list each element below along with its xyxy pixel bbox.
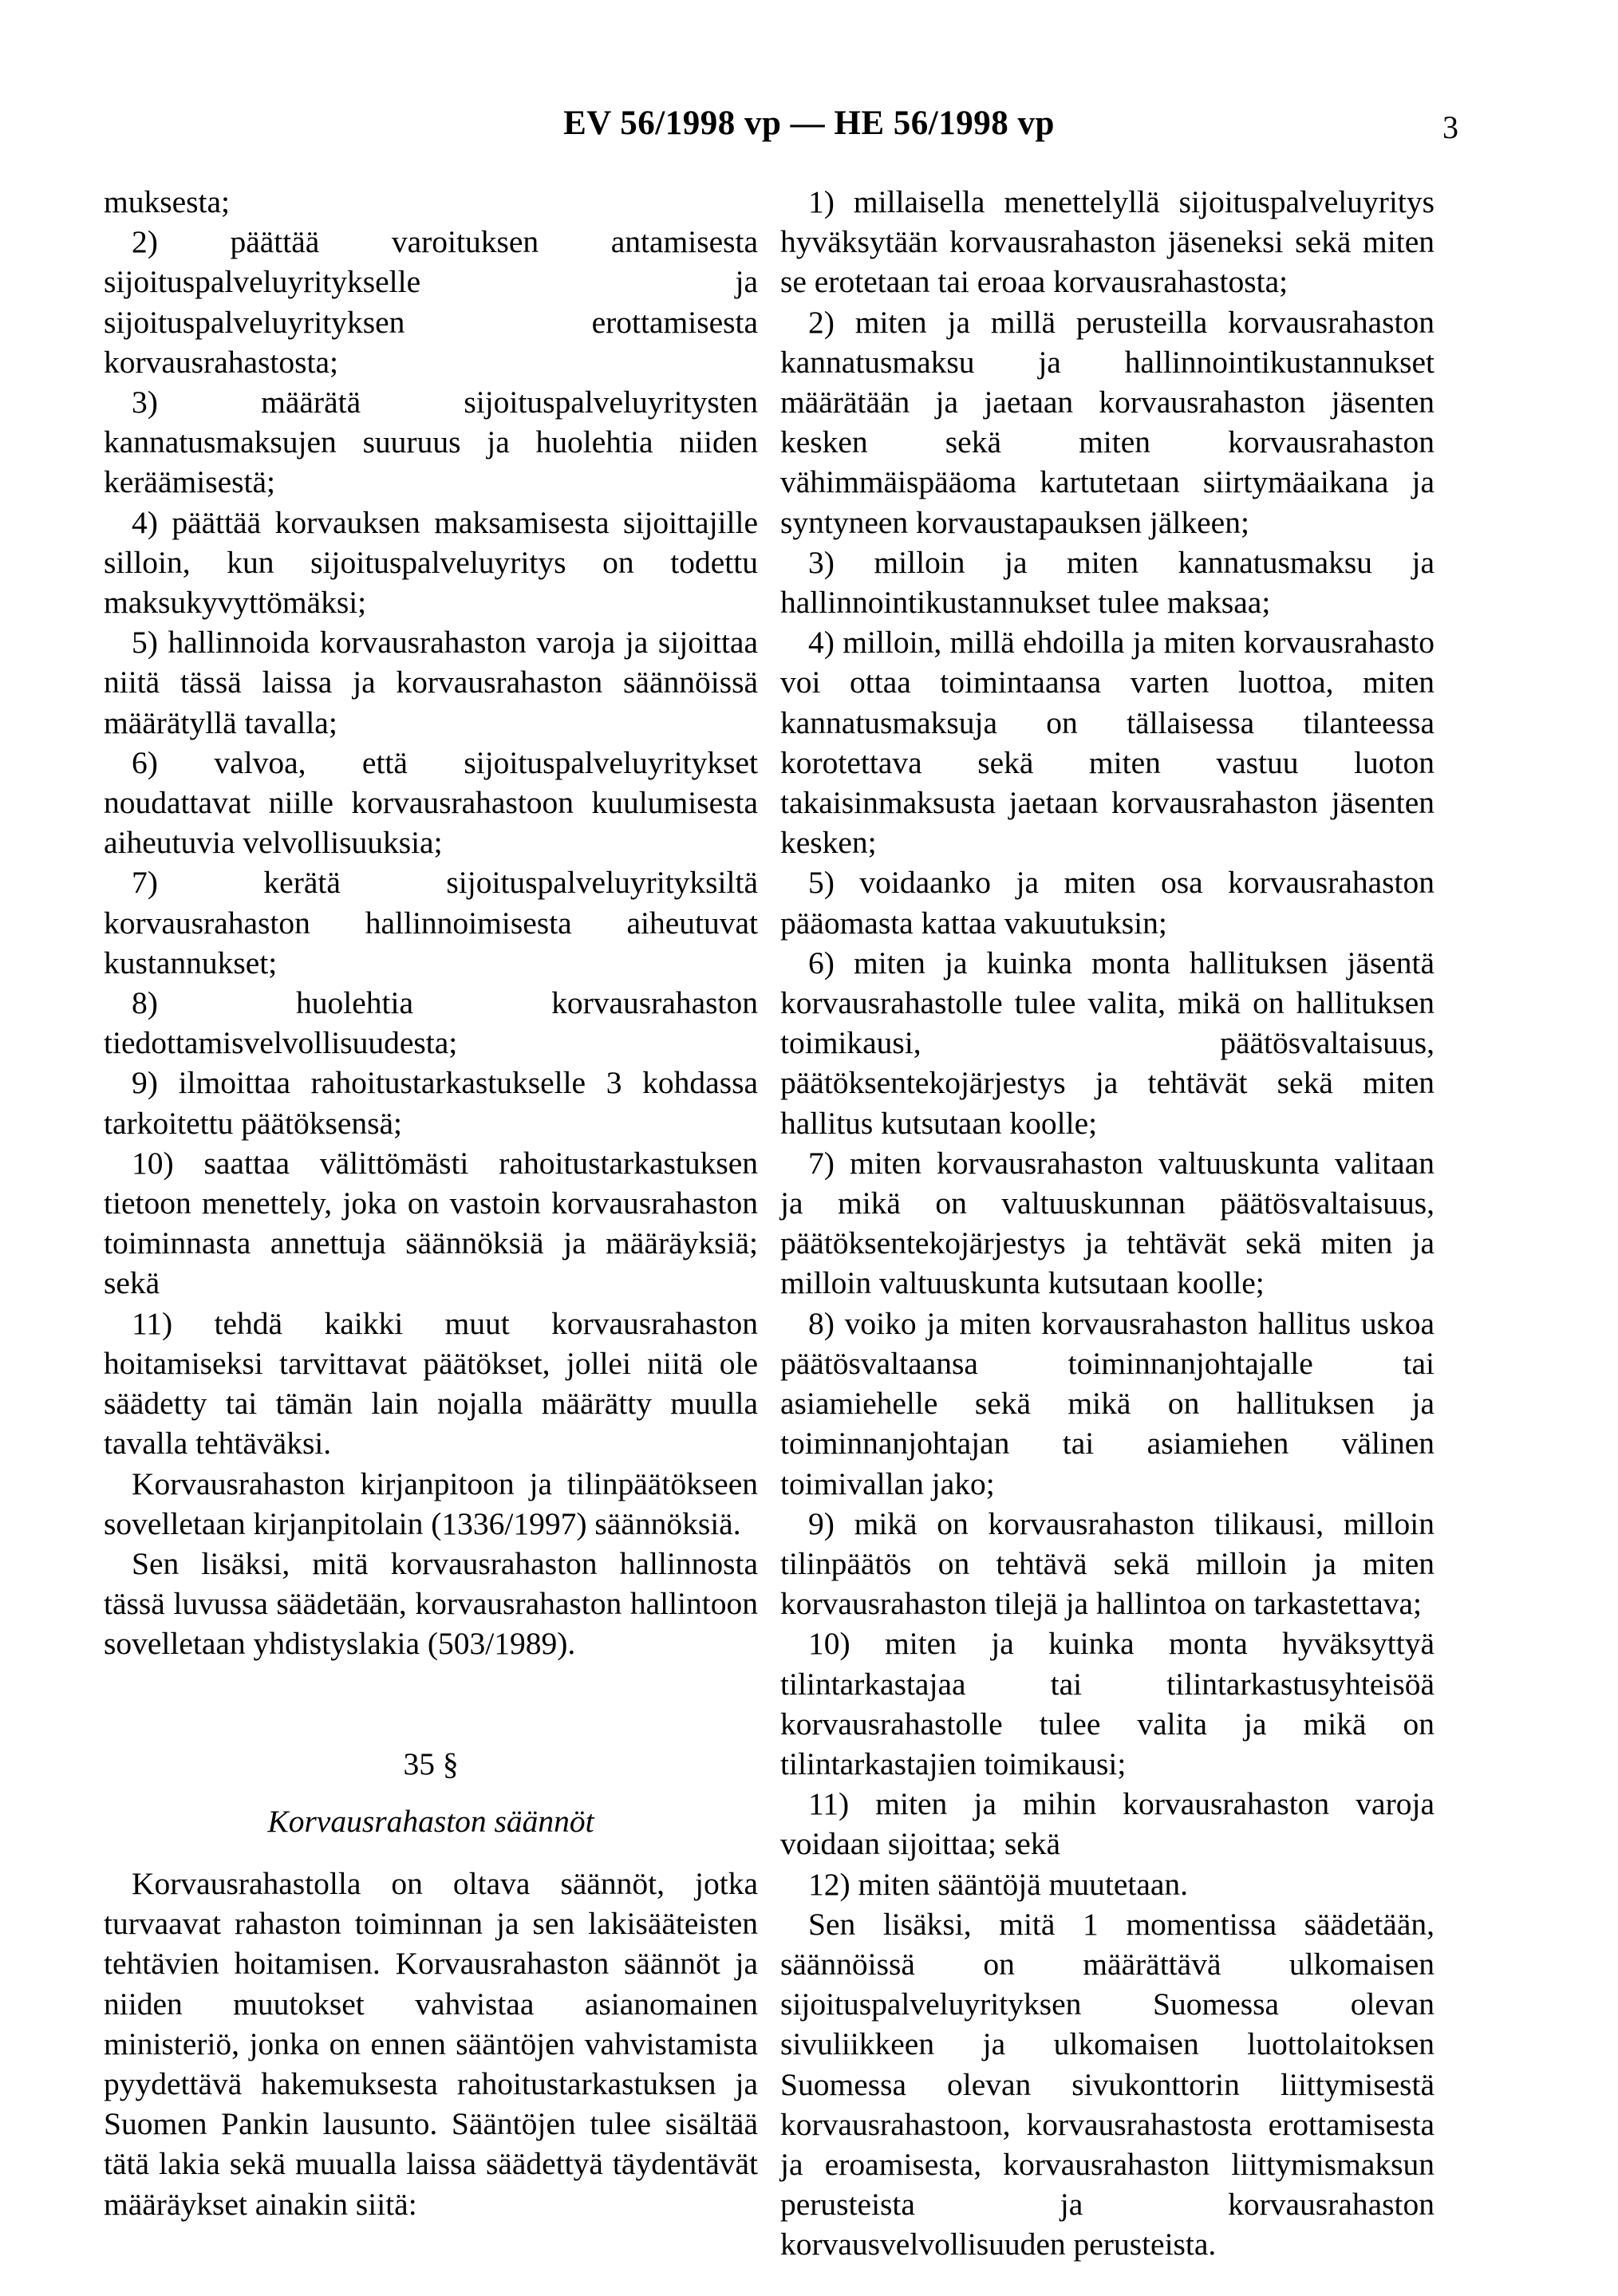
list-item: 8) voiko ja miten korvausrahaston hallitus uskoa päätösvaltaansa toiminnanjohtajalle tai asiamiehelle sekä mikä on hallituksen ja toiminnanjohtajan tai asiamiehen välinen toimivallan jako; <box>780 1305 1434 1501</box>
left-column <box>104 182 758 2224</box>
list-item: 9) mikä on korvausrahaston tilikausi, milloin tilinpäätös on tehtävä sekä milloin ja miten korvausrahaston tilejä ja hallintoa on tarkastettava; <box>780 1505 1434 1622</box>
list-item: 11) miten ja mihin korvausrahaston varoja voidaan sijoittaa; sekä <box>780 1786 1434 1862</box>
paragraph: Korvausrahastolla on oltava säännöt, jotka turvaavat rahaston toiminnan ja sen lakisääteisten tehtävien hoitamisen. Korvausrahaston säännöt ja niiden muutokset vahvistaa asianomainen ministeriö, jonka on ennen sääntöjen vahvistamista pyydettävä hakemuksesta rahoitustarkastuksen ja Suomen Pankin lausunto. Sääntöjen tulee sisältää tätä lakia sekä muualla laissa säädettyä täydentävät määräykset ainakin siitä: <box>104 1865 758 2222</box>
list-item: 10) saattaa välittömästi rahoitustarkastuksen tietoon menettely, joka on vastoin korvausrahaston toiminnasta annettuja säännöksiä ja määräyksiä; sekä <box>104 1145 758 1301</box>
paragraph: muksesta; <box>104 184 230 219</box>
list-item: 7) kerätä sijoituspalveluyrityksiltä korvausrahaston hallinnoimisesta aiheutuvat kustannukset; <box>104 865 758 980</box>
list-item: 12) miten sääntöjä muutetaan. <box>808 1866 1189 1902</box>
list-item: 8) huolehtia korvausrahaston tiedottamisvelvollisuudesta; <box>104 985 758 1061</box>
list-item: 10) miten ja kuinka monta hyväksyttyä tilintarkastajaa tai tilintarkastusyhteisöä korvausrahastolle tulee valita ja mikä on tilintarkastajien toimikausi; <box>780 1626 1434 1781</box>
paragraph: Korvausrahaston kirjanpitoon ja tilinpäätökseen sovelletaan kirjanpitolain (1336/1997) säännöksiä. <box>104 1466 758 1541</box>
paragraph: Sen lisäksi, mitä 1 momentissa säädetään, säännöissä on määrättävä ulkomaisen sijoituspalveluyrityksen Suomessa olevan sivuliikkeen ja ulkomaisen luottolaitoksen Suomessa olevan sivukonttorin liittymisestä korvausrahastoon, korvausrahastosta erottamisesta ja eroamisesta, korvausrahaston liittymismaksun perusteista ja korvausrahaston korvausvelvollisuuden perusteista. <box>780 1906 1434 2262</box>
list-item: 6) miten ja kuinka monta hallituksen jäsentä korvausrahastolle tulee valita, mikä on hallituksen toimikausi, päätösvaltaisuus, päätöksentekojärjestys ja tehtävät sekä miten hallitus kutsutaan koolle; <box>780 945 1434 1141</box>
paragraph: Sen lisäksi, mitä korvausrahaston hallinnosta tässä luvussa säädetään, korvausrahaston hallintoon sovelletaan yhdistyslakia (503/1989). <box>104 1545 758 1662</box>
section-number: 35 § <box>403 1746 459 1781</box>
page-header <box>0 104 1618 168</box>
list-item: 3) milloin ja miten kannatusmaksu ja hallinnointikustannukset tulee maksaa; <box>780 544 1434 621</box>
list-item: 1) millaisella menettelyllä sijoituspalveluyritys hyväksytään korvausrahaston jäseneksi sekä miten se erotetaan tai eroaa korvausrahastosta; <box>780 184 1434 300</box>
page-number: 3 <box>1442 109 1458 145</box>
list-item: 5) voidaanko ja miten osa korvausrahaston pääomasta kattaa vakuutuksin; <box>780 865 1434 941</box>
list-item: 3) määrätä sijoituspalveluyritysten kannatusmaksujen suuruus ja huolehtia niiden keräämisestä; <box>104 385 758 500</box>
list-item: 2) päättää varoituksen antamisesta sijoituspalveluyritykselle ja sijoituspalveluyrityksen erottamisesta korvausrahastosta; <box>104 224 758 380</box>
list-item: 2) miten ja millä perusteilla korvausrahaston kannatusmaksu ja hallinnointikustannukset määrätään ja jaetaan korvausrahaston jäsenten kesken sekä miten korvausrahaston vähimmäispääoma kartutetaan siirtymäaikana ja syntyneen korvaustapauksen jälkeen; <box>780 304 1434 540</box>
list-item: 7) miten korvausrahaston valtuuskunta valitaan ja mikä on valtuuskunnan päätösvaltaisuus, päätöksentekojärjestys ja tehtävät sekä miten ja milloin valtuuskunta kutsutaan koolle; <box>780 1145 1434 1301</box>
list-item: 9) ilmoittaa rahoitustarkastukselle 3 kohdassa tarkoitettu päätöksensä; <box>104 1065 758 1141</box>
list-item: 6) valvoa, että sijoituspalveluyritykset noudattavat niille korvausrahastoon kuulumisesta aiheutuvia velvollisuuksia; <box>104 744 758 861</box>
header-title: EV 56/1998 vp — HE 56/1998 vp <box>563 105 1055 142</box>
list-item: 5) hallinnoida korvausrahaston varoja ja sijoittaa niitä tässä laissa ja korvausrahaston säännöissä määrätyllä tavalla; <box>104 625 758 740</box>
list-item: 4) milloin, millä ehdoilla ja miten korvausrahasto voi ottaa toimintaansa varten luottoa, miten kannatusmaksuja on tällaisessa tilanteessa korotettava sekä miten vastuu luoton takaisinmaksusta jaetaan korvausrahaston jäsenten kesken; <box>780 625 1434 861</box>
list-item: 11) tehdä kaikki muut korvausrahaston hoitamiseksi tarvittavat päätökset, jollei niitä ole säädetty tai tämän lain nojalla määrätty muulla tavalla tehtäväksi. <box>104 1305 758 1462</box>
right-column <box>780 182 1434 2265</box>
list-item: 4) päättää korvauksen maksamisesta sijoittajille silloin, kun sijoituspalveluyritys on todettu maksukyvyttömäksi; <box>104 504 758 621</box>
section-heading <box>104 1664 758 1864</box>
section-title: Korvausrahaston säännöt <box>267 1803 594 1839</box>
